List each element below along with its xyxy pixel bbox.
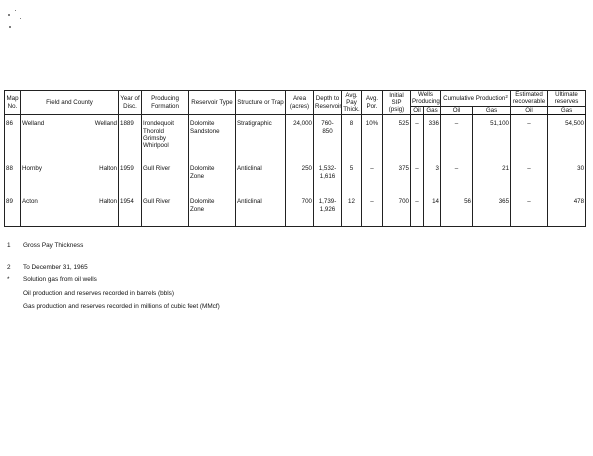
cell-sip: 700: [383, 193, 411, 227]
depth-line: 1,616: [319, 172, 336, 180]
cell-reservoir-type: [189, 193, 236, 227]
cell-area: 24,000: [286, 115, 314, 161]
cell-county: Halton: [99, 198, 117, 206]
header-depth: Depth to Reservoir: [314, 91, 342, 115]
cell-depth: [314, 193, 342, 227]
depth-line: 1,739-: [318, 198, 337, 206]
cell-year: 1959: [119, 160, 142, 193]
header-initial-sip: Initial SIP (psig): [383, 91, 411, 115]
header-cumulative-production-label: Cumulative Production: [443, 94, 506, 102]
table-row: [5, 115, 586, 161]
cell-county: Halton: [99, 165, 117, 173]
scan-speck: [8, 14, 10, 16]
scan-speck: [20, 18, 21, 19]
header-estimated-recoverable: Estimated recoverable: [511, 91, 548, 107]
reservoir-line: Dolomite: [190, 165, 215, 173]
reservoir-line: Dolomite: [190, 198, 215, 206]
footnote: [7, 290, 174, 298]
cell-sip: 375: [383, 160, 411, 193]
header-wells-gas: Gas: [424, 106, 441, 114]
footnote: [7, 264, 88, 272]
cell-reservoir-type: [189, 115, 236, 161]
reservoir-line: Dolomite: [190, 120, 215, 128]
cell-area: 700: [286, 193, 314, 227]
header-avg-pay: [342, 91, 362, 115]
cell-ultimate-gas: 478: [548, 193, 586, 227]
cell-field: Hornby: [22, 165, 42, 173]
cell-year: 1954: [119, 193, 142, 227]
cell-wells-oil: –: [411, 160, 424, 193]
cell-county: Welland: [94, 120, 117, 128]
cell-estimated-oil: –: [511, 160, 548, 193]
header-avg-por: Avg. Por.: [362, 91, 383, 115]
header-cumulative-production: [441, 91, 511, 107]
cell-year: 1889: [119, 115, 142, 161]
cell-cumulative-gas: 21: [473, 160, 511, 193]
cell-cumulative-oil: 56: [441, 193, 473, 227]
header-cumulative-gas: Gas: [473, 106, 511, 114]
cell-wells-gas: 3: [424, 160, 441, 193]
footnote: [7, 276, 97, 284]
cell-ultimate-gas: 54,500: [548, 115, 586, 161]
cell-pay: 12: [342, 193, 362, 227]
footnote-text: Gross Pay Thickness: [23, 242, 84, 249]
cell-map-no: 89: [5, 193, 21, 227]
formation-line: Gull River: [143, 165, 171, 173]
cell-map-no: 88: [5, 160, 21, 193]
cell-estimated-oil: –: [511, 115, 548, 161]
reservoir-line: Zone: [190, 172, 205, 180]
formation-line: Whirlpool: [143, 142, 169, 150]
header-estimated-oil: Oil: [511, 106, 548, 114]
table-row: [5, 160, 586, 193]
cell-reservoir-type: [189, 160, 236, 193]
reservoir-line: Zone: [190, 205, 205, 213]
header-structure-trap: Structure or Trap: [236, 91, 286, 115]
cell-field-county: [21, 160, 119, 193]
header-field-county: Field and County: [21, 91, 119, 115]
cell-field-county: [21, 115, 119, 161]
cell-ultimate-gas: 30: [548, 160, 586, 193]
header-cumulative-footnote-marker: 2: [505, 93, 508, 99]
header-ultimate-gas: Gas: [548, 106, 586, 114]
scan-speck: [15, 10, 16, 11]
cell-sip: 525: [383, 115, 411, 161]
header-wells-oil: Oil: [411, 106, 424, 114]
formation-line: Grimsby: [143, 135, 167, 143]
depth-line: 760-: [321, 120, 334, 128]
cell-porosity: 10%: [362, 115, 383, 161]
cell-field-county: [21, 193, 119, 227]
formation-line: Irondequoit: [143, 120, 174, 128]
cell-porosity: –: [362, 193, 383, 227]
cell-formation: [142, 115, 189, 161]
cell-cumulative-oil: –: [441, 160, 473, 193]
cell-field: Acton: [22, 198, 38, 206]
scan-speck: [9, 26, 11, 28]
cell-area: 250: [286, 160, 314, 193]
cell-wells-oil: –: [411, 115, 424, 161]
header-cumulative-oil: Oil: [441, 106, 473, 114]
table-row: [5, 193, 586, 227]
cell-structure: Anticlinal: [236, 193, 286, 227]
header-wells-producing: Wells Producing: [412, 91, 440, 106]
gas-fields-table: [4, 90, 586, 227]
header-map-no: Map No.: [5, 91, 21, 115]
footnote-text: Oil production and reserves recorded in barrels (bbls): [23, 290, 174, 297]
formation-line: Gull River: [143, 198, 171, 206]
cell-porosity: –: [362, 160, 383, 193]
cell-cumulative-gas: 51,100: [473, 115, 511, 161]
formation-line: Thorold: [143, 127, 164, 135]
footnote: [7, 303, 220, 311]
footnote-text: Solution gas from oil wells: [23, 276, 97, 283]
cell-structure: Stratigraphic: [236, 115, 286, 161]
header-year-disc: Year of Disc.: [119, 91, 142, 115]
cell-estimated-oil: –: [511, 193, 548, 227]
footnote-marker: 2: [7, 264, 11, 271]
cell-pay: 8: [342, 115, 362, 161]
cell-cumulative-gas: 365: [473, 193, 511, 227]
footnote: [7, 242, 83, 250]
footnote-text: Gas production and reserves recorded in millions of cubic feet (MMcf): [23, 303, 220, 310]
depth-line: 1,532-: [318, 165, 337, 173]
cell-structure: Anticlinal: [236, 160, 286, 193]
reservoir-line: Sandstone: [190, 127, 220, 135]
cell-formation: [142, 160, 189, 193]
header-ultimate-reserves: Ultimate reserves: [548, 91, 586, 107]
header-avg-pay-label: Avg. Pay Thick.: [343, 91, 360, 114]
cell-cumulative-oil: –: [441, 115, 473, 161]
depth-line: 1,926: [319, 205, 336, 213]
cell-depth: [314, 115, 342, 161]
cell-field: Welland: [22, 120, 45, 128]
header-area: Area (acres): [286, 91, 314, 115]
cell-depth: [314, 160, 342, 193]
cell-wells-gas: 336: [424, 115, 441, 161]
header-reservoir-type: Reservoir Type: [189, 91, 236, 115]
cell-wells-gas: 14: [424, 193, 441, 227]
depth-line: 850: [322, 127, 333, 135]
header-producing-formation: Producing Formation: [142, 91, 189, 115]
cell-formation: [142, 193, 189, 227]
cell-pay: 5: [342, 160, 362, 193]
footnote-marker: *: [7, 276, 10, 283]
footnote-marker: 1: [7, 242, 11, 249]
cell-map-no: 86: [5, 115, 21, 161]
footnote-text: To December 31, 1965: [23, 264, 88, 271]
cell-wells-oil: –: [411, 193, 424, 227]
